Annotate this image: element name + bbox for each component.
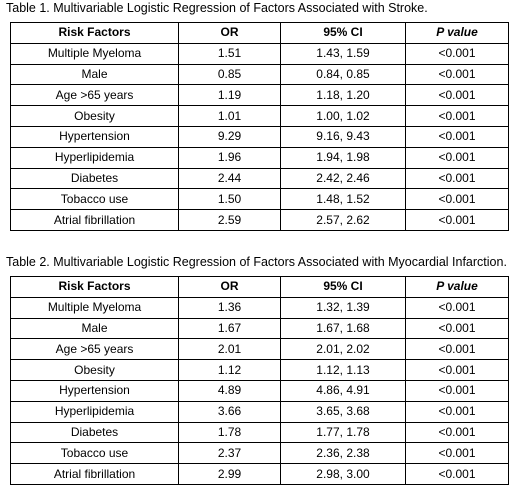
cell-risk-factor: Atrial fibrillation [11,210,179,231]
cell-odds-ratio: 9.29 [179,126,281,147]
cell-risk-factor: Age >65 years [11,339,179,360]
cell-p-value: <0.001 [406,422,509,443]
cell-risk-factor: Hypertension [11,380,179,401]
cell-p-value: <0.001 [406,210,509,231]
header-p-value: P value [406,277,509,298]
cell-odds-ratio: 1.96 [179,147,281,168]
cell-confidence-interval: 1.43, 1.59 [281,43,406,64]
cell-confidence-interval: 1.94, 1.98 [281,147,406,168]
header-p-value: P value [406,23,509,44]
cell-confidence-interval: 2.42, 2.46 [281,168,406,189]
cell-p-value: <0.001 [406,168,509,189]
cell-risk-factor: Hypertension [11,126,179,147]
cell-odds-ratio: 1.12 [179,360,281,381]
table1-stroke [10,22,509,231]
cell-p-value: <0.001 [406,189,509,210]
cell-p-value: <0.001 [406,106,509,127]
cell-risk-factor: Age >65 years [11,85,179,106]
cell-risk-factor: Hyperlipidemia [11,401,179,422]
cell-confidence-interval: 0.84, 0.85 [281,64,406,85]
table-row [11,168,509,189]
cell-confidence-interval: 3.65, 3.68 [281,401,406,422]
cell-risk-factor: Obesity [11,106,179,127]
table-row [11,318,509,339]
cell-confidence-interval: 1.18, 1.20 [281,85,406,106]
cell-odds-ratio: 1.01 [179,106,281,127]
cell-odds-ratio: 1.67 [179,318,281,339]
cell-odds-ratio: 1.50 [179,189,281,210]
cell-confidence-interval: 2.57, 2.62 [281,210,406,231]
cell-confidence-interval: 9.16, 9.43 [281,126,406,147]
cell-odds-ratio: 0.85 [179,64,281,85]
table-row [11,85,509,106]
cell-confidence-interval: 2.98, 3.00 [281,464,406,485]
header-ci: 95% CI [281,23,406,44]
cell-confidence-interval: 1.00, 1.02 [281,106,406,127]
table2-myocardial-infarction [10,276,509,485]
header-or: OR [179,23,281,44]
table-row [11,210,509,231]
table-row [11,380,509,401]
cell-risk-factor: Diabetes [11,422,179,443]
cell-confidence-interval: 1.77, 1.78 [281,422,406,443]
table1-body [11,43,509,230]
table2-caption: Table 2. Multivariable Logistic Regression of Factors Associated with Myocardial Infarction. [6,255,507,269]
table-row [11,106,509,127]
table1-caption: Table 1. Multivariable Logistic Regression of Factors Associated with Stroke. [6,1,428,15]
cell-p-value: <0.001 [406,147,509,168]
cell-p-value: <0.001 [406,464,509,485]
cell-p-value: <0.001 [406,443,509,464]
table-row [11,189,509,210]
cell-risk-factor: Hyperlipidemia [11,147,179,168]
cell-risk-factor: Male [11,318,179,339]
cell-odds-ratio: 1.36 [179,297,281,318]
cell-odds-ratio: 1.19 [179,85,281,106]
cell-risk-factor: Multiple Myeloma [11,297,179,318]
table-row [11,43,509,64]
cell-odds-ratio: 1.78 [179,422,281,443]
cell-confidence-interval: 1.67, 1.68 [281,318,406,339]
table-row [11,443,509,464]
cell-odds-ratio: 2.37 [179,443,281,464]
cell-odds-ratio: 1.51 [179,43,281,64]
cell-confidence-interval: 1.48, 1.52 [281,189,406,210]
cell-confidence-interval: 4.86, 4.91 [281,380,406,401]
cell-risk-factor: Atrial fibrillation [11,464,179,485]
cell-odds-ratio: 2.44 [179,168,281,189]
header-risk-factors: Risk Factors [11,277,179,298]
cell-risk-factor: Tobacco use [11,443,179,464]
cell-odds-ratio: 2.59 [179,210,281,231]
table-row [11,360,509,381]
cell-confidence-interval: 1.12, 1.13 [281,360,406,381]
cell-confidence-interval: 1.32, 1.39 [281,297,406,318]
cell-risk-factor: Tobacco use [11,189,179,210]
header-or: OR [179,277,281,298]
cell-risk-factor: Obesity [11,360,179,381]
table-row [11,339,509,360]
table-row [11,126,509,147]
cell-p-value: <0.001 [406,43,509,64]
cell-odds-ratio: 4.89 [179,380,281,401]
table2-body [11,297,509,484]
cell-risk-factor: Diabetes [11,168,179,189]
cell-odds-ratio: 3.66 [179,401,281,422]
cell-p-value: <0.001 [406,360,509,381]
cell-p-value: <0.001 [406,297,509,318]
cell-p-value: <0.001 [406,318,509,339]
table-header-row [11,23,509,44]
cell-odds-ratio: 2.01 [179,339,281,360]
cell-confidence-interval: 2.36, 2.38 [281,443,406,464]
header-ci: 95% CI [281,277,406,298]
table-row [11,147,509,168]
table-header-row [11,277,509,298]
header-risk-factors: Risk Factors [11,23,179,44]
cell-p-value: <0.001 [406,64,509,85]
cell-p-value: <0.001 [406,85,509,106]
table-row [11,464,509,485]
cell-confidence-interval: 2.01, 2.02 [281,339,406,360]
cell-p-value: <0.001 [406,339,509,360]
table-row [11,64,509,85]
table-row [11,297,509,318]
cell-risk-factor: Male [11,64,179,85]
cell-p-value: <0.001 [406,380,509,401]
cell-p-value: <0.001 [406,401,509,422]
cell-p-value: <0.001 [406,126,509,147]
table-row [11,401,509,422]
cell-risk-factor: Multiple Myeloma [11,43,179,64]
table-row [11,422,509,443]
cell-odds-ratio: 2.99 [179,464,281,485]
